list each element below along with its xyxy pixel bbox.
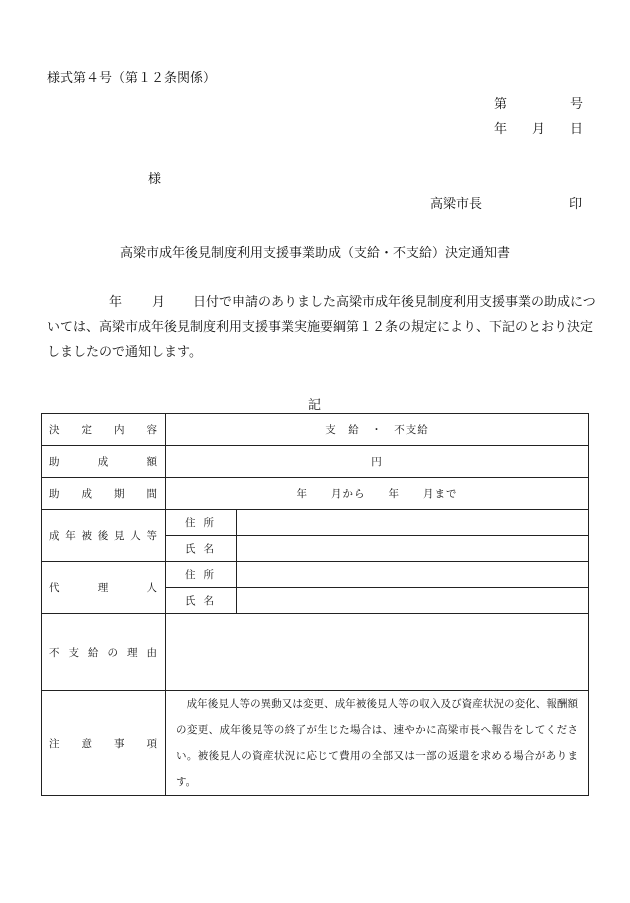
- notes-text: 成年後見人等の異動又は変更、成年被後見人等の収入及び資産状況の変化、報酬額の変更、成年後見等の終了が生じた場合は、速やかに高梁市長へ報告をしてください。被後見人の資産状況に応じて費用の全部又は一部の返還を求める場合があります。: [176, 698, 578, 788]
- date-year-label: 年: [494, 122, 508, 137]
- decision-content-value: [166, 414, 589, 446]
- agent-address-label-cell: [166, 562, 237, 588]
- ward-label: 成 年 被 後 見 人 等: [49, 530, 157, 542]
- body-line-3: しましたので通知します。: [47, 345, 202, 360]
- decision-content-label-cell: [42, 414, 166, 446]
- body-line-1-rest: 日付で申請のありました高梁市成年後見制度利用支援事業の助成につ: [193, 295, 596, 310]
- agent-label-cell: [42, 562, 166, 614]
- decision-content-text: 支 給 ・ 不支給: [325, 424, 429, 436]
- table-row: [42, 614, 589, 691]
- agent-name-value: [237, 588, 589, 614]
- refusal-reason-value: [166, 614, 589, 691]
- body-month: 月: [152, 295, 166, 310]
- recipient-honorific: 様: [148, 172, 162, 187]
- agent-name-label-cell: [166, 588, 237, 614]
- ward-address-label-cell: [166, 510, 237, 536]
- body-text: [47, 290, 596, 365]
- date-month-label: 月: [532, 122, 546, 137]
- agent-address-label: 住 所: [185, 569, 214, 581]
- record-heading: 記: [308, 398, 322, 413]
- form-number: 様式第４号（第１２条関係）: [47, 71, 217, 86]
- document-title: 高梁市成年後見制度利用支援事業助成（支給・不支給）決定通知書: [119, 246, 510, 261]
- issuer-name: 高梁市長: [430, 197, 483, 212]
- table-row: [42, 562, 589, 588]
- body-line-2: いては、高梁市成年後見制度利用支援事業実施要綱第１２条の規定により、下記のとおり決定: [47, 320, 594, 335]
- agent-name-label: 氏 名: [185, 595, 214, 607]
- grant-amount-label: 助 成 額: [49, 456, 157, 468]
- grant-amount-label-cell: [42, 446, 166, 478]
- refusal-reason-label-cell: [42, 614, 166, 691]
- table-row: [42, 478, 589, 510]
- grant-period-text: 年 月から 年 月まで: [296, 488, 458, 500]
- document-number-suffix: 号: [570, 97, 584, 112]
- notes-label-cell: [42, 691, 166, 796]
- table-row: [42, 510, 589, 536]
- ward-address-value: [237, 510, 589, 536]
- ward-label-cell: [42, 510, 166, 562]
- ward-name-value: [237, 536, 589, 562]
- table-row: [42, 691, 589, 796]
- ward-name-label-cell: [166, 536, 237, 562]
- grant-period-label: 助 成 期 間: [49, 488, 157, 500]
- grant-amount-unit: 円: [371, 456, 383, 468]
- notes-value: [166, 691, 589, 796]
- grant-period-value: [166, 478, 589, 510]
- grant-amount-value: [166, 446, 589, 478]
- decision-content-label: 決 定 内 容: [49, 424, 157, 436]
- document-number-label: 第: [494, 97, 508, 112]
- body-year: 年: [109, 295, 123, 310]
- refusal-reason-label: 不 支 給 の 理 由: [49, 646, 157, 659]
- decision-table: [41, 413, 589, 796]
- notes-label: 注 意 事 項: [49, 737, 157, 750]
- table-row: [42, 446, 589, 478]
- date-day-label: 日: [570, 122, 584, 137]
- agent-label: 代 理 人: [49, 582, 157, 594]
- seal-mark: 印: [569, 197, 583, 212]
- ward-address-label: 住 所: [185, 517, 214, 529]
- ward-name-label: 氏 名: [185, 543, 214, 555]
- agent-address-value: [237, 562, 589, 588]
- grant-period-label-cell: [42, 478, 166, 510]
- body-line-1: [47, 290, 596, 315]
- table-row: [42, 414, 589, 446]
